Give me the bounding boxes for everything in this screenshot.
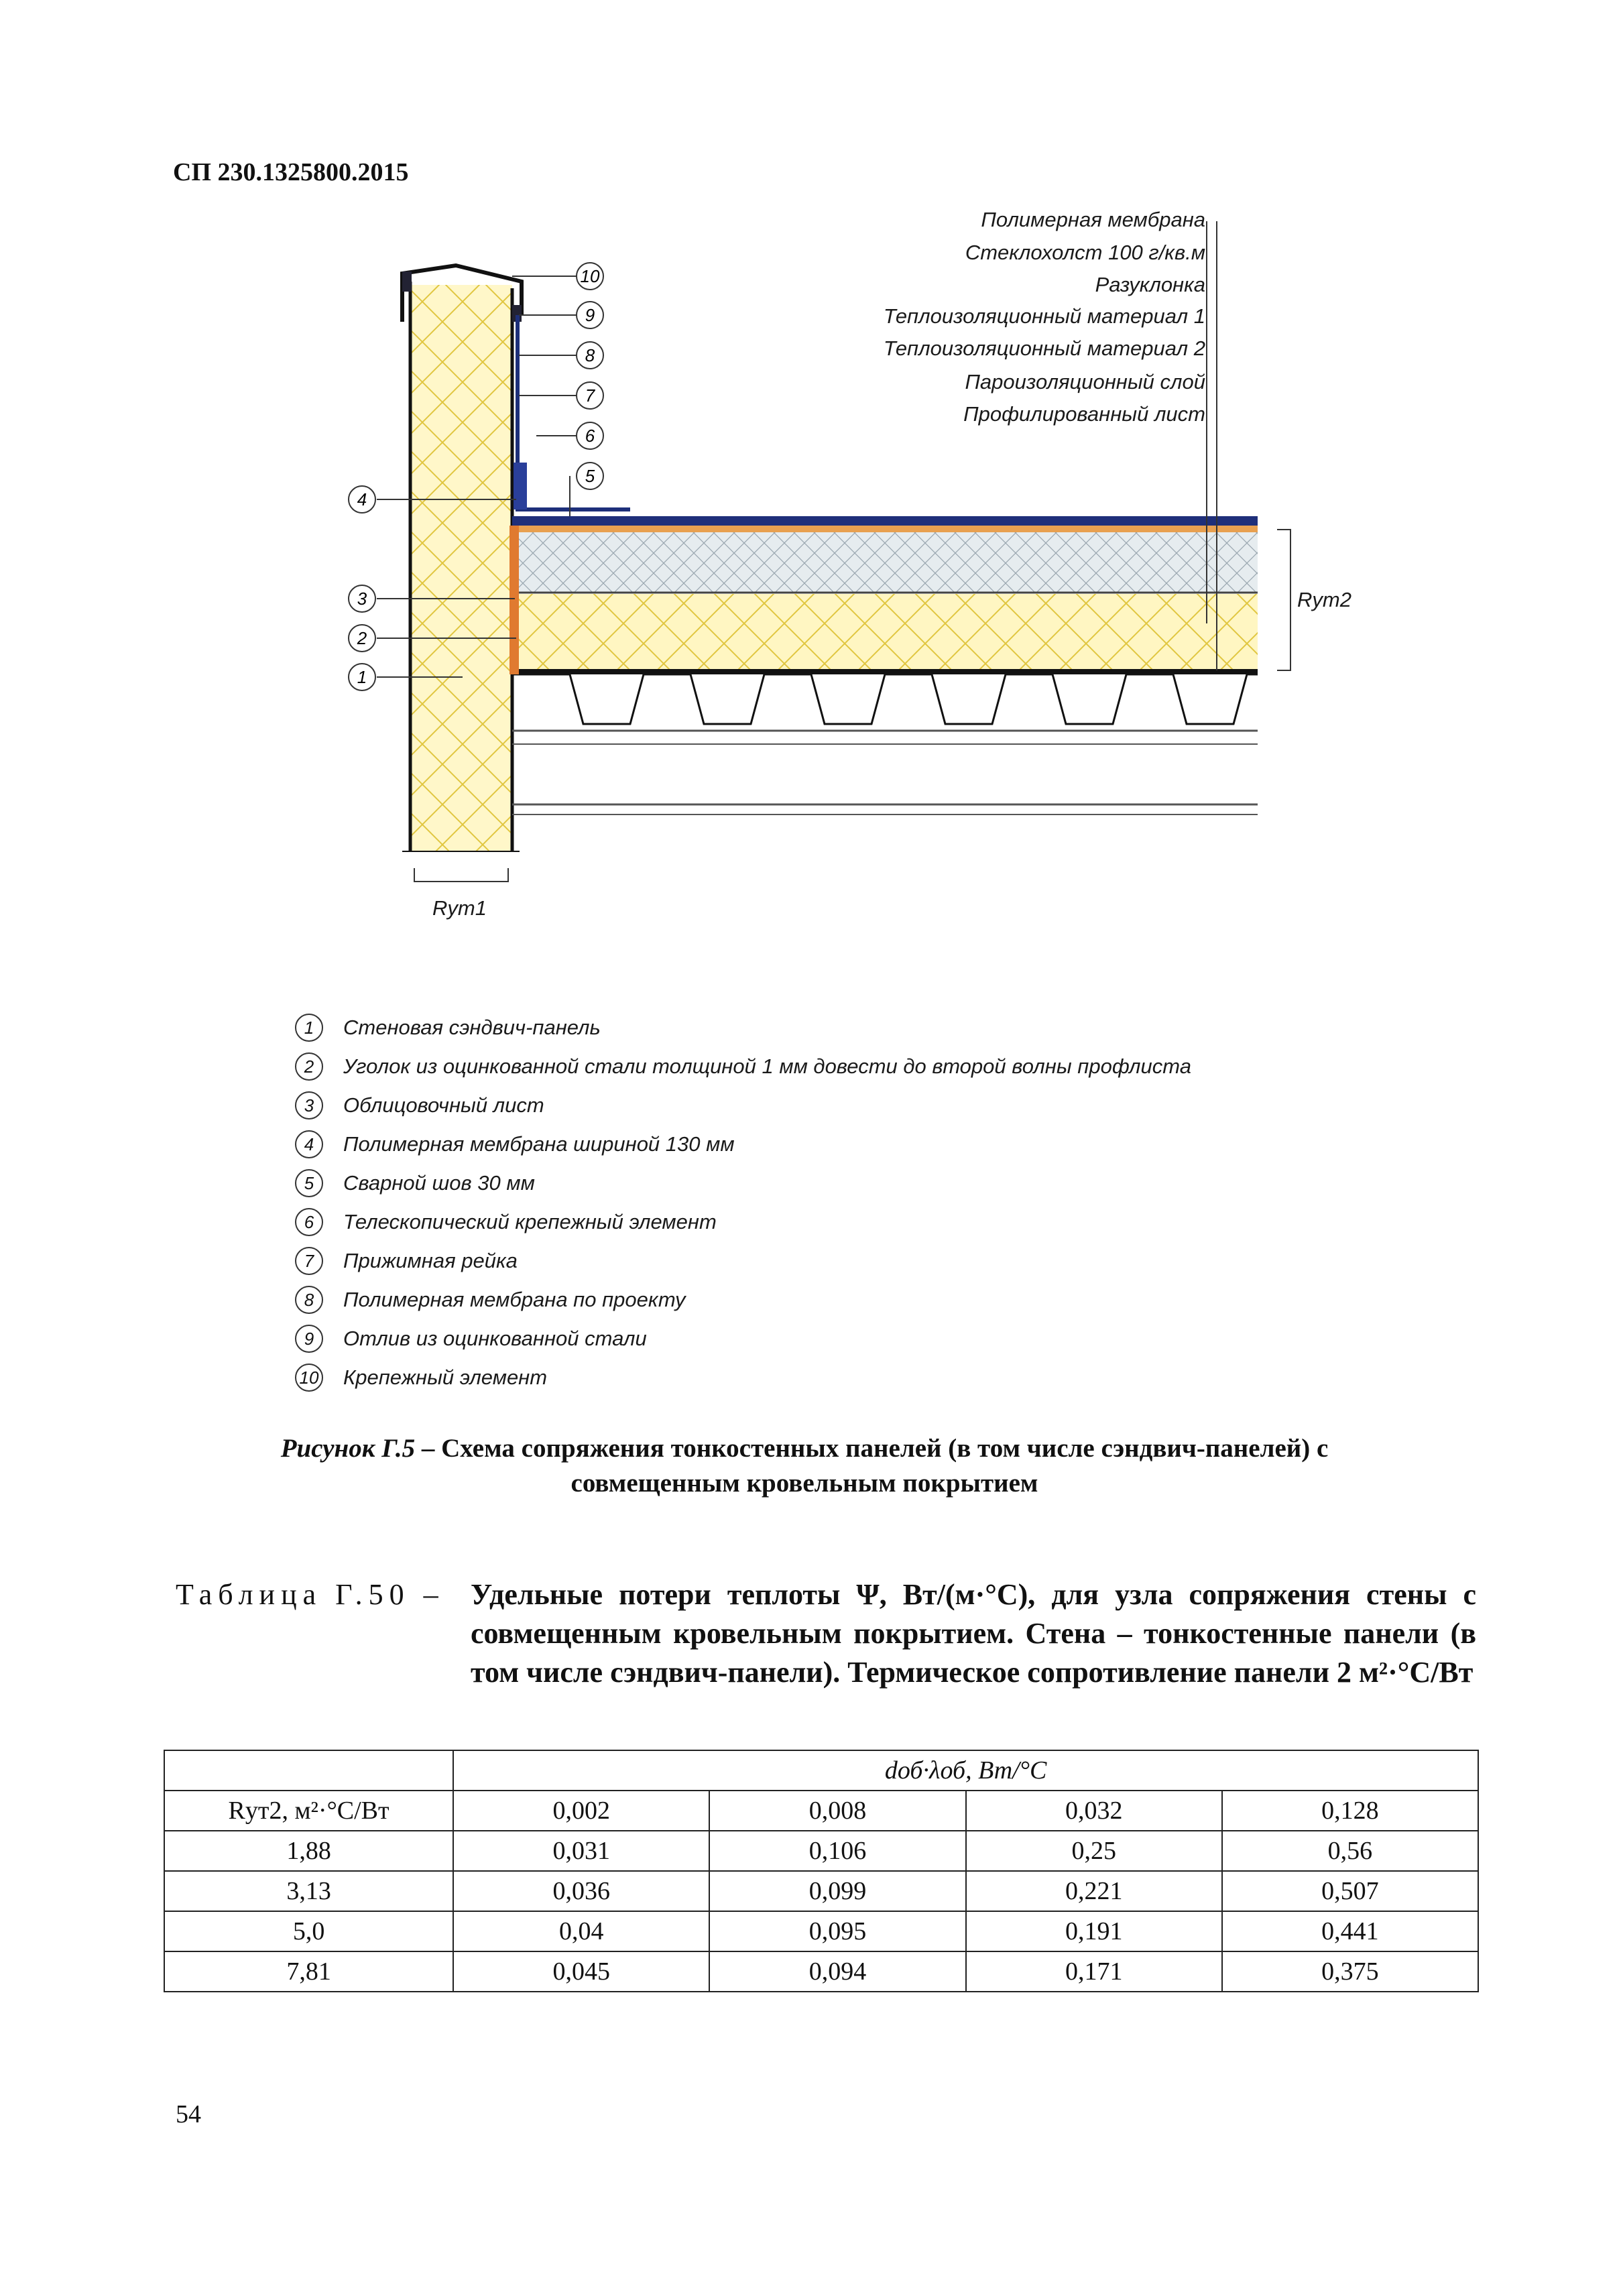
- table-row-header: Rут2, м²·°С/Вт: [164, 1791, 453, 1831]
- table-cell: 0,441: [1222, 1911, 1478, 1951]
- caption-dash: –: [415, 1434, 442, 1463]
- table-cell-r: 7,81: [164, 1951, 453, 1992]
- table-group-header: dоб·λоб, Вт/°С: [453, 1750, 1478, 1791]
- svg-text:1: 1: [357, 667, 367, 687]
- legend-item: [295, 1089, 544, 1122]
- legend-item: [295, 1050, 1191, 1083]
- table-cell: 0,25: [966, 1831, 1222, 1871]
- legend-text: Полимерная мембрана по проекту: [343, 1288, 686, 1311]
- legend-item: [295, 1011, 601, 1044]
- svg-text:2: 2: [357, 628, 367, 648]
- roof-layers: [509, 516, 1258, 814]
- table-cell-r: 5,0: [164, 1911, 453, 1951]
- page-number: 54: [176, 2100, 201, 2128]
- table-cell: 0,036: [453, 1871, 709, 1911]
- legend-number: 7: [295, 1247, 323, 1275]
- svg-text:Rут2: Rут2: [1297, 588, 1351, 611]
- legend-item: [295, 1322, 647, 1355]
- table-row: [164, 1791, 1478, 1831]
- r-roof-dimension: [1277, 530, 1351, 670]
- legend-text: Прижимная рейка: [343, 1249, 518, 1272]
- table-cell: 0,171: [966, 1951, 1222, 1992]
- table-cell: 0,221: [966, 1871, 1222, 1911]
- legend-number: 2: [295, 1052, 323, 1081]
- legend-text: Крепежный элемент: [343, 1366, 548, 1389]
- table-cell: 0,045: [453, 1951, 709, 1992]
- table-cell: 0,099: [709, 1871, 965, 1911]
- table-cell: 0,094: [709, 1951, 965, 1992]
- table-cell: 0,095: [709, 1911, 965, 1951]
- table-cell-r: 1,88: [164, 1831, 453, 1871]
- table-row: [164, 1750, 1478, 1791]
- legend-number: 3: [295, 1091, 323, 1120]
- table-column-header: 0,002: [453, 1791, 709, 1831]
- svg-text:Полимерная мембрана: Полимерная мембрана: [981, 208, 1205, 231]
- svg-text:Профилированный лист: Профилированный лист: [963, 402, 1205, 426]
- legend-item: [295, 1205, 717, 1239]
- svg-text:4: 4: [357, 489, 367, 509]
- svg-text:10: 10: [580, 266, 600, 286]
- table-cell: 0,04: [453, 1911, 709, 1951]
- svg-text:Стеклохолст 100 г/кв.м: Стеклохолст 100 г/кв.м: [965, 241, 1205, 264]
- table-cell: 0,106: [709, 1831, 965, 1871]
- layer-labels: [884, 208, 1205, 426]
- table-column-header: 0,008: [709, 1791, 965, 1831]
- legend-number: 4: [295, 1130, 323, 1158]
- caption-line1: Схема сопряжения тонкостенных панелей (в том числе сэндвич-панелей) с: [441, 1434, 1329, 1463]
- legend-text: Уголок из оцинкованной стали толщиной 1 мм довести до второй волны профлиста: [343, 1054, 1191, 1078]
- svg-text:Разуклонка: Разуклонка: [1095, 273, 1205, 296]
- table-row: [164, 1871, 1478, 1911]
- svg-text:7: 7: [585, 385, 595, 406]
- figure-caption: [168, 1431, 1441, 1501]
- svg-text:8: 8: [585, 345, 595, 365]
- table-row: [164, 1831, 1478, 1871]
- caption-line2: совмещенным кровельным покрытием: [570, 1469, 1038, 1498]
- svg-text:9: 9: [585, 305, 595, 325]
- legend-text: Сварной шов 30 мм: [343, 1171, 535, 1195]
- table-column-header: 0,032: [966, 1791, 1222, 1831]
- legend-number: 8: [295, 1286, 323, 1314]
- table-cell: 0,507: [1222, 1871, 1478, 1911]
- legend-number: 1: [295, 1014, 323, 1042]
- document-code: СП 230.1325800.2015: [173, 158, 409, 186]
- table-column-header: 0,128: [1222, 1791, 1478, 1831]
- legend-text: Облицовочный лист: [343, 1093, 544, 1117]
- table-corner-cell: [164, 1750, 453, 1791]
- table-prefix: Таблица Г.50 –: [176, 1578, 444, 1611]
- svg-text:Теплоизоляционный материал 2: Теплоизоляционный материал 2: [883, 337, 1205, 360]
- legend-item: [295, 1283, 686, 1317]
- legend-item: [295, 1244, 518, 1278]
- caption-prefix: Рисунок Г.5: [280, 1434, 416, 1463]
- table-title-text: Удельные потери теплоты Ψ, Вт/(м·°С), для узла сопряжения стены с совмещенным кровельным покрытием. Стена – тонкостенные панели (в том числе сэндвич-панели). Термическое сопротивление панели 2 м²·°С/Вт: [471, 1578, 1476, 1689]
- legend-item: [295, 1361, 547, 1394]
- svg-text:3: 3: [357, 589, 367, 609]
- svg-text:6: 6: [585, 426, 595, 446]
- junction-diagram: [295, 194, 1368, 945]
- svg-text:Rут1: Rут1: [432, 896, 487, 920]
- svg-text:5: 5: [585, 466, 595, 486]
- legend-number: 9: [295, 1325, 323, 1353]
- legend-text: Телескопический крепежный элемент: [343, 1210, 717, 1233]
- legend-item: [295, 1128, 735, 1161]
- legend-text: Полимерная мембрана шириной 130 мм: [343, 1132, 735, 1156]
- svg-text:Пароизоляционный слой: Пароизоляционный слой: [965, 370, 1205, 394]
- table-row: [164, 1951, 1478, 1992]
- wall-sandwich-panel: [402, 282, 520, 851]
- legend-text: Отлив из оцинкованной стали: [343, 1327, 647, 1350]
- legend-item: [295, 1166, 535, 1200]
- heat-loss-table: [164, 1750, 1479, 1992]
- legend-number: 5: [295, 1169, 323, 1197]
- parapet-membrane: [518, 315, 630, 509]
- legend-number: 6: [295, 1208, 323, 1236]
- svg-text:Теплоизоляционный материал 1: Теплоизоляционный материал 1: [883, 304, 1205, 328]
- table-cell: 0,031: [453, 1831, 709, 1871]
- legend-number: 10: [295, 1364, 323, 1392]
- table-cell: 0,191: [966, 1911, 1222, 1951]
- table-cell: 0,56: [1222, 1831, 1478, 1871]
- table-cell-r: 3,13: [164, 1871, 453, 1911]
- table-cell: 0,375: [1222, 1951, 1478, 1992]
- table-row: [164, 1911, 1478, 1951]
- legend-text: Стеновая сэндвич-панель: [343, 1016, 601, 1039]
- r-wall-dimension: [414, 868, 508, 920]
